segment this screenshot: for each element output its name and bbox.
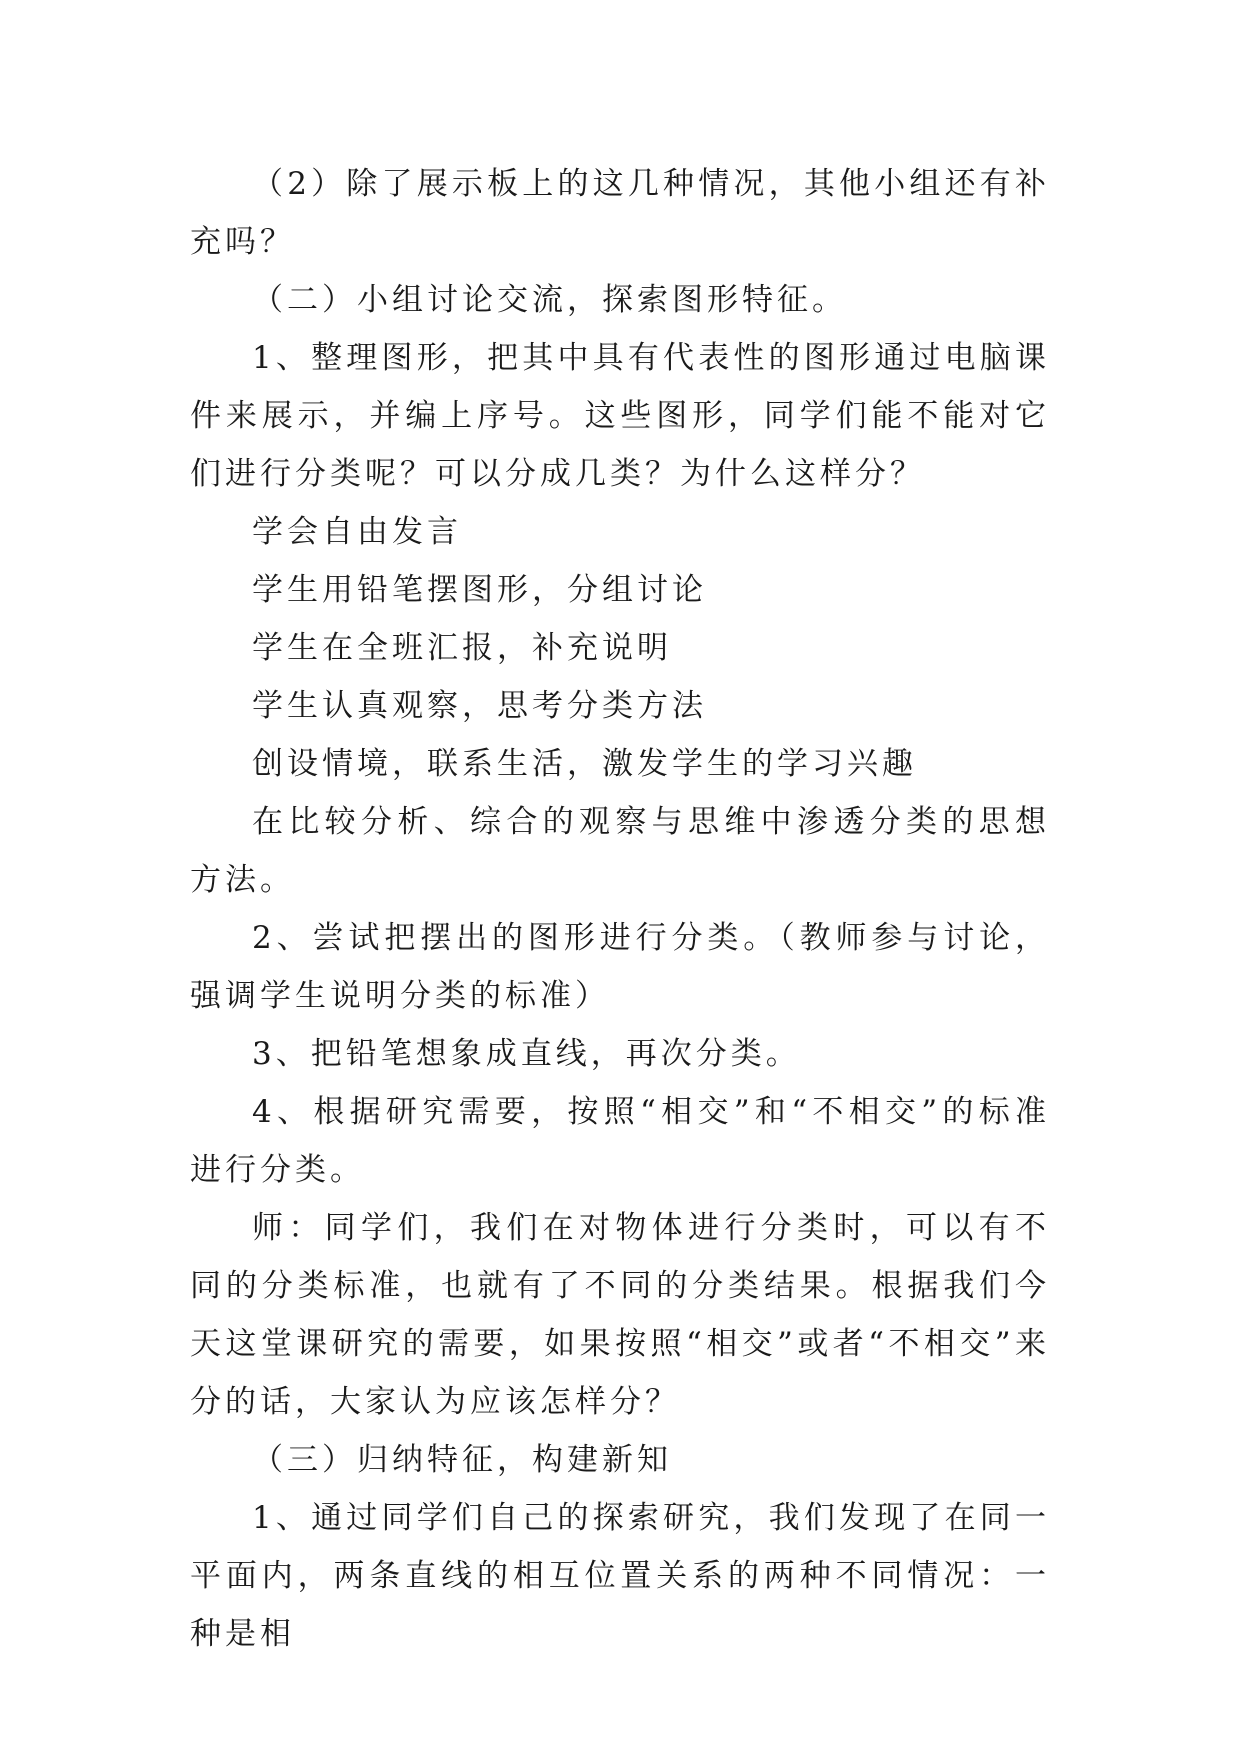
paragraph-2: （二）小组讨论交流，探索图形特征。 — [252, 282, 847, 318]
paragraph-4: 学会自由发言 — [252, 514, 462, 550]
paragraph-14: （三）归纳特征，构建新知 — [252, 1442, 672, 1478]
paragraph-1: （2）除了展示板上的这几种情况，其他小组还有补充吗？ — [190, 166, 1050, 260]
paragraph-9: 在比较分析、综合的观察与思维中渗透分类的思想方法。 — [190, 804, 1050, 898]
paragraph-6: 学生在全班汇报，补充说明 — [252, 630, 672, 666]
paragraph-11: 3、把铅笔想象成直线，再次分类。 — [252, 1036, 801, 1072]
paragraph-3: 1、整理图形，把其中具有代表性的图形通过电脑课件来展示，并编上序号。这些图形，同学们能不能对它们进行分类呢？可以分成几类？为什么这样分？ — [190, 340, 1050, 492]
paragraph-13: 师：同学们，我们在对物体进行分类时，可以有不同的分类标准，也就有了不同的分类结果。根据我们今天这堂课研究的需要，如果按照“相交”或者“不相交”来分的话，大家认为应该怎样分？ — [190, 1210, 1050, 1420]
paragraph-10: 2、尝试把摆出的图形进行分类。（教师参与讨论，强调学生说明分类的标准） — [190, 920, 1050, 1014]
paragraph-8: 创设情境，联系生活，激发学生的学习兴趣 — [252, 746, 917, 782]
paragraph-15: 1、通过同学们自己的探索研究，我们发现了在同一平面内，两条直线的相互位置关系的两种不同情况：一种是相 — [190, 1500, 1050, 1652]
paragraph-12: 4、根据研究需要，按照“相交”和“不相交”的标准进行分类。 — [190, 1094, 1050, 1188]
paragraph-5: 学生用铅笔摆图形，分组讨论 — [252, 572, 707, 608]
document-body — [190, 155, 1050, 1663]
paragraph-7: 学生认真观察，思考分类方法 — [252, 688, 707, 724]
